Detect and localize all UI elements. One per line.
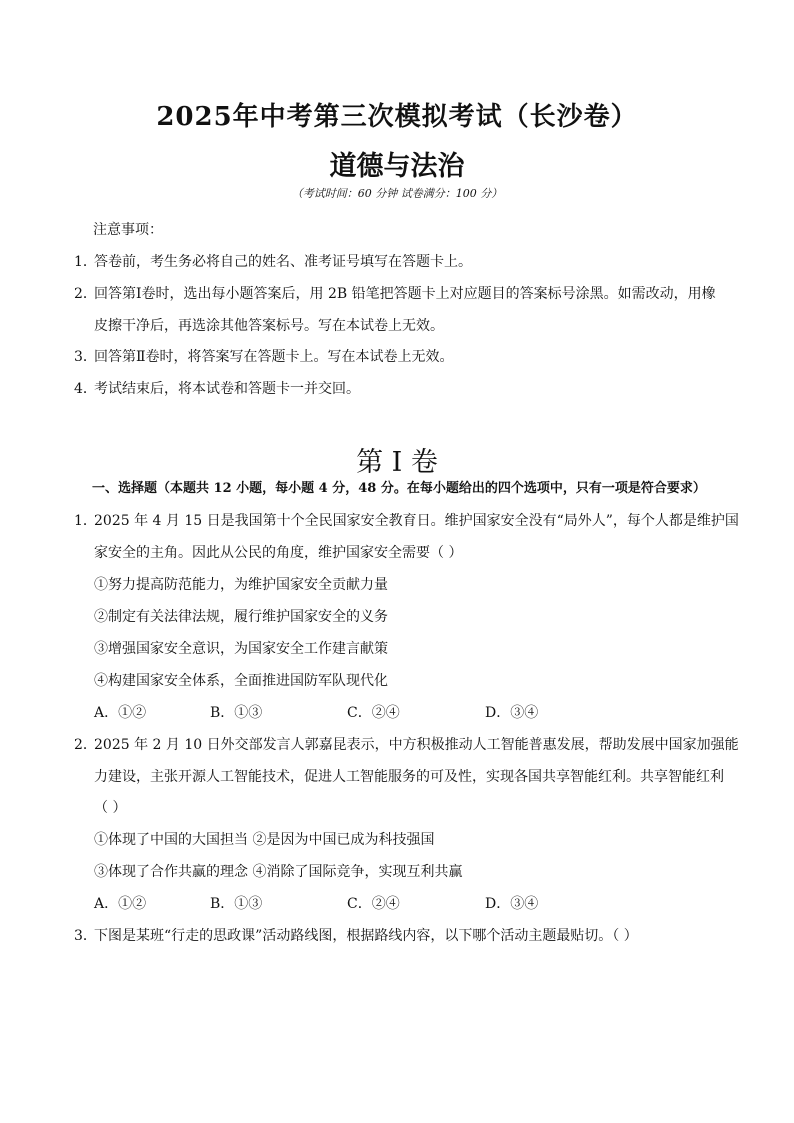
section-header: 一、选择题（本题共 12 小题，每小题 4 分，48 分。在每小题给出的四个选项中，只有一项是符合要求） xyxy=(92,481,706,496)
question-text-continued: （ ） xyxy=(94,800,127,816)
statement: ③增强国家安全意识，为国家安全工作建言献策 xyxy=(94,641,388,657)
question-number: 1． xyxy=(74,513,97,529)
option-d[interactable]: D．③④ xyxy=(485,896,539,912)
option-a[interactable]: A．①② xyxy=(94,896,147,912)
statement: ④构建国家安全体系，全面推进国防军队现代化 xyxy=(94,673,388,689)
note-number: 3． xyxy=(74,349,97,365)
note-number: 1． xyxy=(74,254,97,270)
option-a[interactable]: A．①② xyxy=(94,705,147,721)
note-text: 回答第Ⅰ卷时，选出每小题答案后，用 2B 铅笔把答题卡上对应题目的答案标号涂黑。如需改动，用橡 xyxy=(94,286,716,302)
exam-title: 2025年中考第三次模拟考试（长沙卷） xyxy=(156,102,638,132)
subject-title: 道德与法治 xyxy=(329,151,465,182)
question-text: 2025 年 2 月 10 日外交部发言人郭嘉昆表示，中方积极推动人工智能普惠发展，帮助发展中国家加强能 xyxy=(94,737,739,753)
part-title: 第 I 卷 xyxy=(356,447,438,478)
note-number: 4． xyxy=(74,381,97,397)
note-number: 2． xyxy=(74,286,97,302)
statement: ①体现了中国的大国担当 ②是因为中国已成为科技强国 xyxy=(94,832,435,848)
question-stem xyxy=(74,925,638,945)
note-item xyxy=(74,251,472,271)
question-text-continued: 家安全的主角。因此从公民的角度，维护国家安全需要（ ） xyxy=(94,545,463,561)
question-number: 2． xyxy=(74,737,97,753)
note-item xyxy=(74,378,360,398)
note-item xyxy=(74,346,454,366)
option-d[interactable]: D．③④ xyxy=(485,705,539,721)
statement: ③体现了合作共赢的理念 ④消除了国际竞争，实现互利共赢 xyxy=(94,864,463,880)
option-c[interactable]: C．②④ xyxy=(347,896,400,912)
option-b[interactable]: B．①③ xyxy=(210,705,263,721)
question-number: 3． xyxy=(74,928,97,944)
note-text: 回答第Ⅱ卷时，将答案写在答题卡上。写在本试卷上无效。 xyxy=(94,349,454,365)
option-b[interactable]: B．①③ xyxy=(210,896,263,912)
statement: ②制定有关法律法规，履行维护国家安全的义务 xyxy=(94,609,388,625)
note-text: 考试结束后，将本试卷和答题卡一并交回。 xyxy=(94,381,360,397)
question-stem xyxy=(74,734,739,754)
notes-title: 注意事项： xyxy=(93,222,163,238)
note-text-continued: 皮擦干净后，再选涂其他答案标号。写在本试卷上无效。 xyxy=(94,318,444,334)
note-text: 答卷前，考生务必将自己的姓名、准考证号填写在答题卡上。 xyxy=(94,254,472,270)
option-c[interactable]: C．②④ xyxy=(347,705,400,721)
question-stem xyxy=(74,510,739,530)
question-text: 2025 年 4 月 15 日是我国第十个全民国家安全教育日。维护国家安全没有“局外人”，每个人都是维护国 xyxy=(94,513,739,529)
question-text: 下图是某班“行走的思政课”活动路线图，根据路线内容，以下哪个活动主题最贴切。（ ） xyxy=(94,928,638,944)
question-text-continued: 力建设，主张开源人工智能技术，促进人工智能服务的可及性，实现各国共享智能红利。共享智能红利 xyxy=(94,769,724,785)
statement: ①努力提高防范能力，为维护国家安全贡献力量 xyxy=(94,577,388,593)
note-item xyxy=(74,283,716,303)
exam-info: （考试时间：60 分钟 试卷满分：100 分） xyxy=(291,187,503,200)
